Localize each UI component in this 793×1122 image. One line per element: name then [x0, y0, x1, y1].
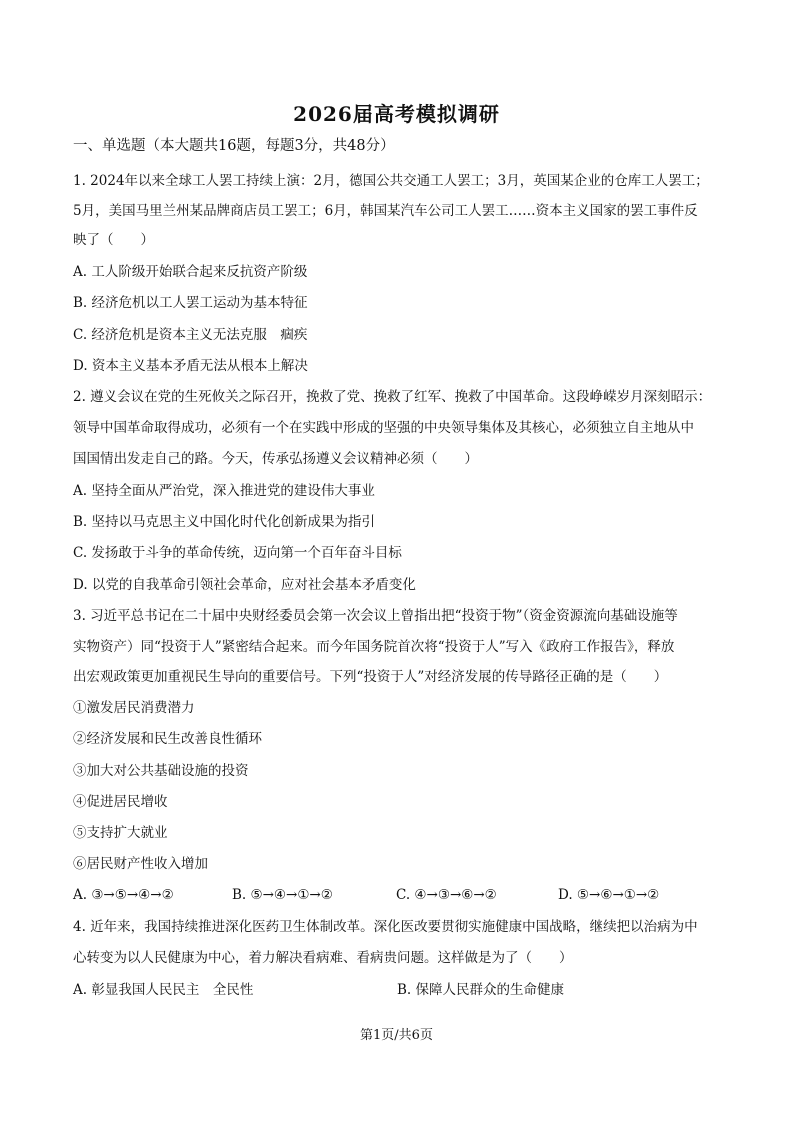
q4-option-b: B. 保障人民群众的生命健康: [397, 982, 565, 998]
q3-item-2: ②经济发展和民生改善良性循环: [73, 731, 262, 747]
q3-stem-line-2: 实物资产）同“投资于人”紧密结合起来。而今年国务院首次将“投资于人”写入《政府工作报告》，释放: [73, 639, 675, 655]
q1-stem-line-1: 1. 2024年以来全球工人罢工持续上演：2月，德国公共交通工人罢工；3月，英国某企业的仓库工人罢工；: [73, 173, 709, 189]
q1-option-b: B. 经济危机以工人罢工运动为基本特征: [73, 295, 308, 311]
q2-option-d: D. 以党的自我革命引领社会革命，应对社会基本矛盾变化: [73, 577, 416, 593]
q2-option-c: C. 发扬敢于斗争的革命传统，迈向第一个百年奋斗目标: [73, 545, 402, 561]
q4-stem-line-2: 心转变为以人民健康为中心，着力解决看病难、看病贵问题。这样做是为了（ ）: [73, 950, 573, 966]
q2-stem-line-1: 2. 遵义会议在党的生死攸关之际召开，挽救了党、挽救了红军、挽救了中国革命。这段峥嵘岁月深刻昭示：: [73, 389, 712, 405]
exam-title: 2026届高考模拟调研: [293, 102, 500, 126]
q1-stem-line-3: 映了（ ）: [73, 232, 154, 248]
q2-stem-line-3: 国国情出发走自己的路。今天，传承弘扬遵义会议精神必须（ ）: [73, 451, 478, 467]
q1-option-d: D. 资本主义基本矛盾无法从根本上解决: [73, 358, 308, 374]
page-footer: 第1页/共6页: [360, 1028, 433, 1043]
q2-option-b: B. 坚持以马克思主义中国化时代化创新成果为指引: [73, 514, 376, 530]
q3-stem-line-3: 出宏观政策更加重视民生导向的重要信号。下列“投资于人”对经济发展的传导路径正确的是（ ）: [73, 669, 668, 685]
q3-item-1: ①激发居民消费潜力: [73, 700, 195, 716]
q3-item-5: ⑤支持扩大就业: [73, 825, 168, 841]
q3-item-3: ③加大对公共基础设施的投资: [73, 763, 249, 779]
q4-stem-line-1: 4. 近年来，我国持续推进深化医药卫生体制改革。深化医改要贯彻实施健康中国战略，继续把以治病为中: [73, 919, 698, 935]
q3-option-c: C. ④→③→⑥→②: [396, 887, 497, 903]
q3-item-4: ④促进居民增收: [73, 794, 168, 810]
q2-stem-line-2: 领导中国革命取得成功，必须有一个在实践中形成的坚强的中央领导集体及其核心，必须独立自主地从中: [73, 420, 694, 436]
q3-option-d: D. ⑤→⑥→①→②: [558, 887, 660, 903]
q1-option-c: C. 经济危机是资本主义无法克服 痼疾: [73, 327, 308, 343]
q2-option-a: A. 坚持全面从严治党，深入推进党的建设伟大事业: [73, 483, 375, 499]
q1-stem-line-2: 5月，美国马里兰州某品牌商店员工罢工；6月，韩国某汽车公司工人罢工……资本主义国家的罢工事件反: [73, 203, 698, 219]
q3-option-a: A. ③→⑤→④→②: [73, 887, 174, 903]
q3-item-6: ⑥居民财产性收入增加: [73, 856, 208, 872]
q4-option-a: A. 彰显我国人民民主 全民性: [73, 982, 254, 998]
q3-option-b: B. ⑤→④→①→②: [232, 887, 333, 903]
q3-stem-line-1: 3. 习近平总书记在二十届中央财经委员会第一次会议上曾指出把“投资于物”（资金资源流向基础设施等: [73, 608, 678, 624]
q1-option-a: A. 工人阶级开始联合起来反抗资产阶级: [73, 264, 308, 280]
section-heading: 一、单选题（本大题共16题，每题3分，共48分）: [73, 138, 395, 154]
